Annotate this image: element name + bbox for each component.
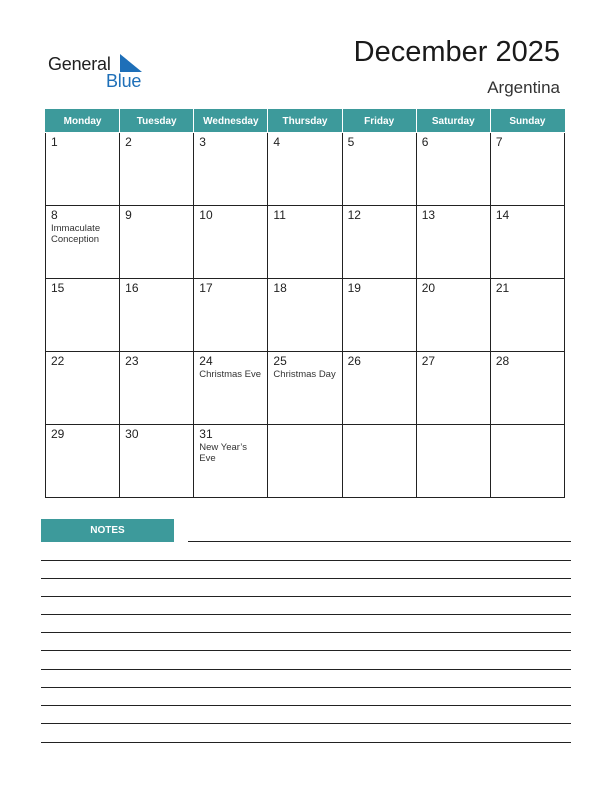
weekday-friday: Friday bbox=[342, 110, 416, 133]
day-number: 10 bbox=[199, 208, 213, 222]
day-cell bbox=[268, 352, 342, 425]
day-number: 24 bbox=[199, 354, 213, 368]
day-cell bbox=[194, 425, 268, 498]
weekday-thursday: Thursday bbox=[268, 110, 342, 133]
day-number: 23 bbox=[125, 354, 139, 368]
day-cell bbox=[194, 352, 268, 425]
note-line bbox=[188, 541, 571, 542]
day-cell bbox=[342, 425, 416, 498]
note-line bbox=[41, 687, 571, 688]
note-line bbox=[41, 578, 571, 579]
week-row bbox=[46, 279, 565, 352]
country-name: Argentina bbox=[487, 78, 560, 97]
day-cell bbox=[120, 425, 194, 498]
day-cell bbox=[416, 425, 490, 498]
day-cell bbox=[490, 206, 564, 279]
logo-triangle-icon bbox=[120, 54, 142, 72]
weekday-tuesday: Tuesday bbox=[120, 110, 194, 133]
day-cell bbox=[268, 206, 342, 279]
day-number: 2 bbox=[125, 135, 132, 149]
day-number: 5 bbox=[347, 135, 355, 149]
day-cell bbox=[416, 352, 490, 425]
weekday-sunday: Sunday bbox=[490, 110, 564, 133]
day-cell bbox=[194, 279, 268, 352]
day-cell bbox=[342, 279, 416, 352]
weekday-saturday: Saturday bbox=[416, 110, 490, 133]
day-number: 15 bbox=[51, 281, 65, 295]
week-row bbox=[46, 425, 565, 498]
note-line bbox=[41, 632, 571, 633]
day-cell bbox=[268, 425, 342, 498]
weekday-wednesday: Wednesday bbox=[194, 110, 268, 133]
day-number: 18 bbox=[273, 281, 287, 295]
calendar-body bbox=[46, 133, 565, 498]
holiday-label: New Year’s Eve bbox=[199, 442, 247, 464]
day-number: 6 bbox=[421, 135, 429, 149]
day-number: 25 bbox=[273, 354, 287, 368]
note-line bbox=[41, 705, 571, 706]
logo-text-general: General bbox=[48, 54, 111, 74]
day-number: 13 bbox=[421, 208, 436, 222]
day-number: 19 bbox=[347, 281, 361, 295]
day-number: 7 bbox=[495, 135, 503, 149]
logo-text-blue: Blue bbox=[106, 71, 142, 91]
day-cell bbox=[194, 133, 268, 206]
day-cell bbox=[268, 279, 342, 352]
note-line bbox=[41, 742, 571, 743]
day-number: 26 bbox=[347, 354, 361, 368]
day-number: 12 bbox=[347, 208, 361, 222]
day-cell bbox=[120, 352, 194, 425]
day-cell bbox=[46, 133, 120, 206]
notes-label: NOTES bbox=[41, 519, 174, 542]
day-number: 3 bbox=[199, 135, 206, 149]
day-number: 20 bbox=[421, 281, 436, 295]
day-cell bbox=[342, 352, 416, 425]
day-number: 28 bbox=[495, 354, 510, 368]
day-cell bbox=[416, 279, 490, 352]
day-cell bbox=[416, 133, 490, 206]
week-row bbox=[46, 133, 565, 206]
day-cell bbox=[490, 133, 564, 206]
holiday-label: Christmas Day bbox=[273, 369, 336, 380]
day-number: 22 bbox=[51, 354, 65, 368]
day-cell bbox=[490, 279, 564, 352]
note-line bbox=[41, 669, 571, 670]
day-number: 1 bbox=[51, 135, 58, 149]
note-line bbox=[41, 596, 571, 597]
day-cell bbox=[120, 279, 194, 352]
weekday-header-row bbox=[46, 110, 565, 133]
week-row bbox=[46, 352, 565, 425]
day-number: 17 bbox=[199, 281, 213, 295]
day-cell bbox=[342, 206, 416, 279]
weekday-monday: Monday bbox=[46, 110, 120, 133]
day-cell bbox=[490, 425, 564, 498]
week-row bbox=[46, 206, 565, 279]
day-number: 8 bbox=[51, 208, 58, 222]
holiday-label: Immaculate Conception bbox=[51, 223, 101, 245]
day-number: 30 bbox=[125, 427, 139, 441]
day-number: 14 bbox=[495, 208, 510, 222]
day-cell bbox=[490, 352, 564, 425]
day-number: 31 bbox=[199, 427, 213, 441]
note-line bbox=[41, 614, 571, 615]
day-number: 11 bbox=[273, 208, 286, 222]
calendar-title: December 2025 bbox=[353, 36, 560, 68]
note-line bbox=[41, 560, 571, 561]
holiday-label: Christmas Eve bbox=[199, 369, 262, 380]
day-number: 9 bbox=[125, 208, 132, 222]
calendar-grid bbox=[45, 109, 565, 498]
logo bbox=[48, 52, 158, 92]
day-cell bbox=[194, 206, 268, 279]
note-line bbox=[41, 723, 571, 724]
day-cell bbox=[46, 279, 120, 352]
day-cell bbox=[268, 133, 342, 206]
day-cell bbox=[46, 425, 120, 498]
day-number: 4 bbox=[273, 135, 281, 149]
day-cell bbox=[416, 206, 490, 279]
note-line bbox=[41, 650, 571, 651]
day-number: 16 bbox=[125, 281, 139, 295]
day-cell bbox=[46, 352, 120, 425]
day-cell bbox=[342, 133, 416, 206]
day-number: 27 bbox=[421, 354, 436, 368]
day-number: 29 bbox=[51, 427, 65, 441]
day-cell bbox=[46, 206, 120, 279]
day-cell bbox=[120, 133, 194, 206]
day-cell bbox=[120, 206, 194, 279]
day-number: 21 bbox=[495, 281, 510, 295]
